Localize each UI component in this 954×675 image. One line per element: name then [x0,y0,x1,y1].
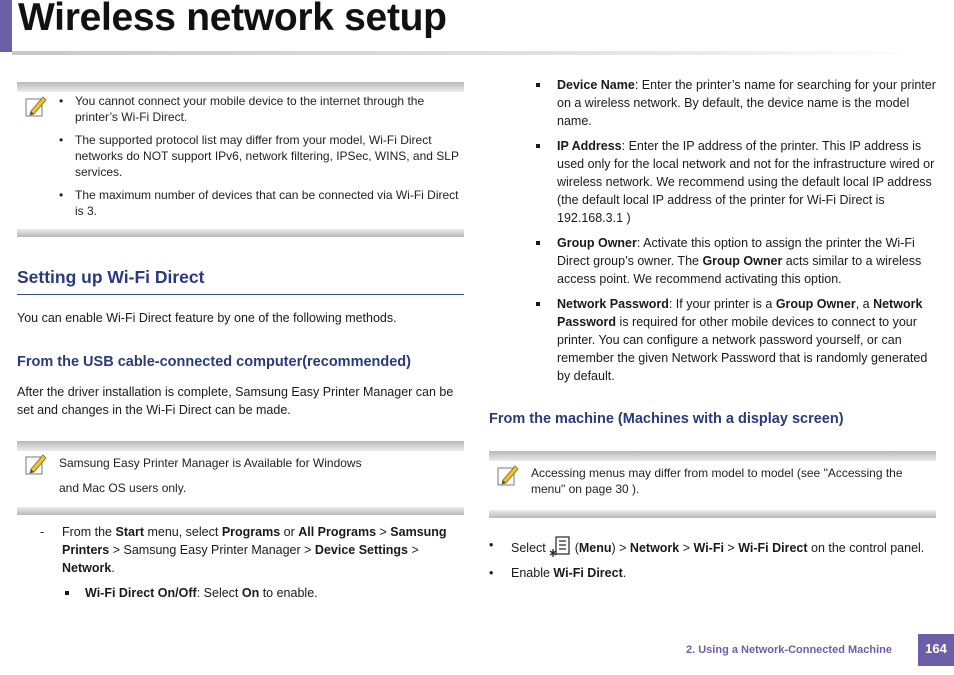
footer-chapter: 2. Using a Network-Connected Machine [686,644,892,656]
intro-text: You can enable Wi-Fi Direct feature by one of the following methods. [17,311,397,325]
note-bottom-rule [17,507,464,515]
usb-text: After the driver installation is complete, Samsung Easy Printer Manager can be set and changes in the Wi-Fi Direct can be made. [17,385,454,417]
network-password-text: Network Password: If your printer is a Group Owner, a Network Password is required for other mobile devices to connect to your printer. You can configure a network password yourself, or can remember the given Network Password that is randomly generated by default. [557,297,928,383]
subsection-title-machine: From the machine (Machines with a display screen) [489,411,844,427]
section-title: Setting up Wi-Fi Direct [17,267,205,287]
note-text: and Mac OS users only. [59,481,187,495]
square-bullet [536,302,540,306]
square-bullet [536,144,540,148]
header-accent-bar [0,0,12,52]
note-item: You cannot connect your mobile device to the internet through the printer’s Wi-Fi Direct. [75,94,425,124]
note-top-rule [17,441,464,451]
bullet: • [59,188,64,202]
pencil-note-icon [24,94,48,118]
group-owner-text: Group Owner: Activate this option to assign the printer the Wi-Fi Direct group’s owner. The Group Owner acts similar to a wireless access point. We recommend activating this option. [557,236,922,286]
enable-step-text: Enable Wi-Fi Direct. [511,566,627,580]
note-bottom-rule [17,229,464,237]
note-item: The maximum number of devices that can be connected via Wi-Fi Direct is 3. [75,188,459,218]
subsection-title-usb: From the USB cable-connected computer(recommended) [17,354,411,370]
bullet: • [489,566,494,580]
pencil-note-icon [496,463,520,487]
section-rule [17,294,464,295]
bullet: • [59,94,64,108]
note-item: The supported protocol list may differ from your model, Wi-Fi Direct networks do NOT support IPv6, network filtering, IPSec, WINS, and SLP services. [75,133,459,179]
dash-bullet: - [40,525,45,539]
select-step-text: Select (Menu) > Network > Wi-Fi > Wi-Fi Direct on the control panel. [511,536,951,558]
bullet: • [59,133,64,147]
pencil-note-icon [24,452,48,476]
note-text: Accessing menus may differ from model to model (see "Accessing the menu" on page 30 ). [531,466,903,496]
ip-address-text: IP Address: Enter the IP address of the printer. This IP address is used only for the local network and not for the infrastructure wired or wireless network. We recommend using the default local IP address (the default local IP address of the printer for Wi-Fi Direct is 192.168.3.1 ) [557,139,935,225]
square-bullet [536,241,540,245]
note-top-rule [17,82,464,92]
page-title: Wireless network setup [18,0,447,39]
square-bullet [536,83,540,87]
onoff-text: Wi-Fi Direct On/Off: Select On to enable. [85,586,318,600]
step-text: From the Start menu, select Programs or All Programs > Samsung Printers > Samsung Easy Printer Manager > Device Settings > Network. [62,525,447,575]
square-bullet [65,591,69,595]
note-text: Samsung Easy Printer Manager is Available for Windows [59,456,362,470]
bullet: • [489,538,494,552]
note-top-rule [489,451,936,461]
title-rule [12,51,917,55]
menu-icon [549,536,571,558]
note-bottom-rule [489,510,936,518]
page-number: 164 [918,634,954,666]
device-name-text: Device Name: Enter the printer’s name for searching for your printer on a wireless network. By default, the device name is the model name. [557,78,936,128]
